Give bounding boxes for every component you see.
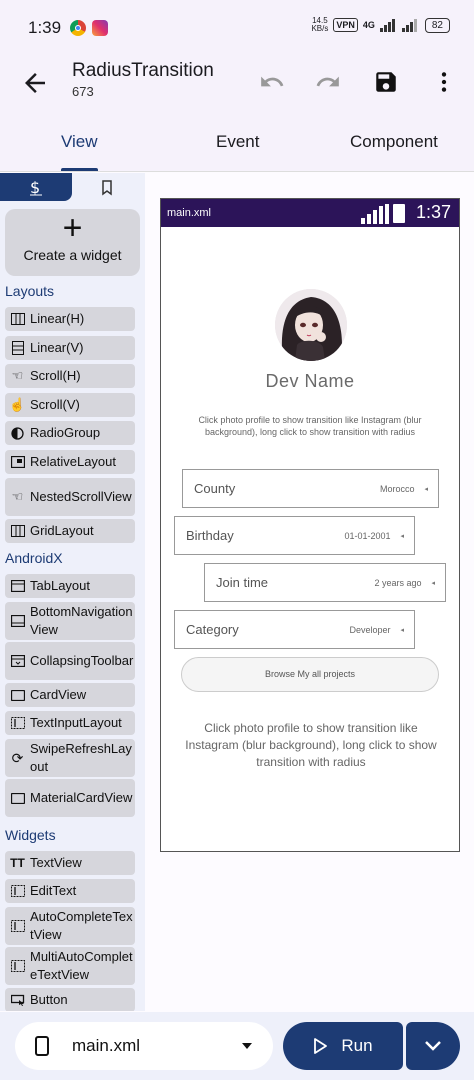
phone-icon	[35, 1036, 49, 1056]
preview-status-bar	[161, 199, 459, 227]
tab-component[interactable]: Component	[350, 132, 438, 151]
widget-gridlayout[interactable]: GridLayout	[5, 519, 135, 543]
preview-battery-icon	[393, 204, 405, 223]
widget-radiogroup[interactable]: RadioGroup	[5, 421, 135, 445]
widget-button[interactable]: Button	[5, 988, 135, 1011]
row-county[interactable]	[182, 469, 439, 508]
save-button[interactable]	[370, 66, 402, 98]
app-bar	[0, 54, 474, 118]
swiperefresh-icon: ⟳	[11, 749, 24, 766]
profile-hint-small: Click photo profile to show transition like Instagram (blur background), long click to show transition with radius	[198, 415, 422, 437]
palette-tab-bookmarks[interactable]	[100, 180, 114, 201]
battery-indicator: 82	[425, 18, 450, 33]
layout-preview[interactable]	[160, 198, 460, 852]
relativelayout-icon	[5, 456, 30, 468]
row-label: County	[194, 481, 236, 496]
widget-linear-v[interactable]: Linear(V)	[5, 336, 135, 360]
edittext-icon	[5, 885, 30, 897]
instagram-icon	[92, 20, 108, 36]
profile-name: Dev Name	[265, 371, 355, 391]
network-speed: 14.5 KB/s	[311, 16, 329, 33]
caret-left-icon: ◂	[431, 579, 435, 587]
redo-button[interactable]	[312, 66, 344, 98]
back-button[interactable]	[20, 68, 50, 98]
more-vert-icon	[431, 69, 457, 95]
undo-button[interactable]	[256, 66, 288, 98]
chrome-icon	[70, 20, 86, 36]
widget-multiautocompletetextview[interactable]: MultiAutoCompleteTextView	[5, 947, 135, 985]
caret-left-icon: ◂	[424, 485, 428, 493]
row-value: Developer	[349, 624, 391, 635]
row-value: 2 years ago	[374, 577, 422, 588]
file-selector[interactable]	[15, 1022, 273, 1070]
preview-file-name: main.xml	[167, 207, 212, 219]
bookmark-icon	[100, 180, 114, 196]
section-layouts: Layouts	[5, 283, 55, 299]
plus-icon: +	[62, 209, 83, 247]
nestedscroll-icon: ☜	[11, 489, 24, 504]
widget-textview[interactable]: TT TextView	[5, 851, 135, 875]
materialcard-icon	[5, 793, 30, 804]
file-selector-label: main.xml	[72, 1036, 141, 1055]
textview-icon: TT	[10, 856, 25, 870]
save-icon	[373, 69, 399, 95]
create-widget-button[interactable]	[5, 209, 140, 276]
row-label: Category	[186, 622, 239, 637]
project-id: 673	[72, 84, 94, 99]
run-button[interactable]	[283, 1022, 403, 1070]
main-tabs	[0, 118, 474, 172]
button-icon	[5, 994, 30, 1006]
tab-indicator	[61, 168, 98, 171]
widget-scroll-v[interactable]: ☝ Scroll(V)	[5, 393, 135, 417]
bottom-bar	[0, 1012, 474, 1080]
row-category[interactable]	[174, 610, 415, 649]
widget-linear-h[interactable]: Linear(H)	[5, 307, 135, 331]
widget-swiperefreshlayout[interactable]: ⟳ SwipeRefreshLayout	[5, 739, 135, 777]
undo-icon	[259, 69, 285, 95]
redo-icon	[315, 69, 341, 95]
tablayout-icon	[5, 580, 30, 592]
profile-hint-large: Click photo profile to show transition like Instagram (blur background), long click to show transition with radius	[185, 721, 437, 769]
network-type: 4G	[362, 20, 375, 30]
scroll-h-icon: ☜	[11, 368, 24, 383]
widget-collapsingtoolbar[interactable]: CollapsingToolbar	[5, 642, 135, 680]
gridlayout-icon	[5, 525, 30, 537]
svg-text:$: $	[30, 178, 41, 196]
cardview-icon	[5, 690, 30, 701]
run-options-button[interactable]	[406, 1022, 460, 1070]
widget-nestedscrollview[interactable]: ☜ NestedScrollView	[5, 478, 135, 516]
widget-scroll-h[interactable]: ☜ Scroll(H)	[5, 364, 135, 388]
collapsing-icon	[5, 655, 30, 667]
dropdown-arrow-icon	[241, 1042, 253, 1050]
preview-time: 1:37	[415, 202, 451, 222]
caret-left-icon: ◂	[400, 626, 404, 634]
widget-autocompletetextview[interactable]: AutoCompleteTextView	[5, 907, 135, 945]
caret-left-icon: ◂	[400, 532, 404, 540]
widget-relativelayout[interactable]: RelativeLayout	[5, 450, 135, 474]
bottomnav-icon	[5, 615, 30, 627]
radiogroup-icon	[5, 427, 30, 440]
autocomplete-icon	[5, 920, 30, 932]
row-value: 01-01-2001	[344, 530, 391, 541]
profile-avatar[interactable]	[275, 289, 347, 361]
linear-h-icon	[5, 313, 30, 325]
play-icon	[313, 1038, 327, 1054]
widget-bottomnavigationview[interactable]: BottomNavigationView	[5, 602, 135, 640]
widget-palette	[0, 173, 145, 1011]
multiauto-icon	[5, 960, 30, 972]
textinput-icon	[5, 717, 30, 729]
tab-view[interactable]: View	[61, 132, 98, 151]
linear-v-icon	[5, 341, 30, 355]
chevron-down-icon	[424, 1040, 442, 1052]
widget-tablayout[interactable]: TabLayout	[5, 574, 135, 598]
preview-signal-icon	[361, 204, 389, 224]
browse-projects-button[interactable]: Browse My all projects	[181, 657, 439, 692]
row-join-time[interactable]	[204, 563, 446, 602]
section-androidx: AndroidX	[5, 550, 63, 566]
widget-cardview[interactable]: CardView	[5, 683, 135, 707]
row-value: Morocco	[379, 483, 415, 494]
scroll-v-icon: ☝	[9, 397, 26, 412]
run-label: Run	[341, 1036, 373, 1055]
section-widgets: Widgets	[5, 827, 56, 843]
widget-edittext[interactable]: EditText	[5, 879, 135, 903]
row-label: Birthday	[186, 528, 234, 543]
vpn-badge: VPN	[333, 18, 358, 32]
avatar-image	[275, 289, 347, 361]
widget-textinputlayout[interactable]: TextInputLayout	[5, 711, 135, 735]
more-options-button[interactable]	[428, 66, 460, 98]
arrow-left-icon	[20, 68, 50, 98]
row-label: Join time	[216, 575, 269, 590]
signal-icon	[380, 18, 420, 32]
create-widget-label: Create a widget	[23, 247, 122, 263]
widget-materialcardview[interactable]: MaterialCardView	[5, 779, 135, 817]
tab-event[interactable]: Event	[216, 132, 260, 151]
palette-tab-widgets[interactable]	[0, 173, 72, 201]
row-birthday[interactable]	[174, 516, 415, 555]
status-time: 1:39	[28, 18, 62, 37]
status-bar	[0, 0, 474, 54]
project-title: RadiusTransition	[72, 60, 214, 81]
widgets-icon	[28, 178, 44, 196]
